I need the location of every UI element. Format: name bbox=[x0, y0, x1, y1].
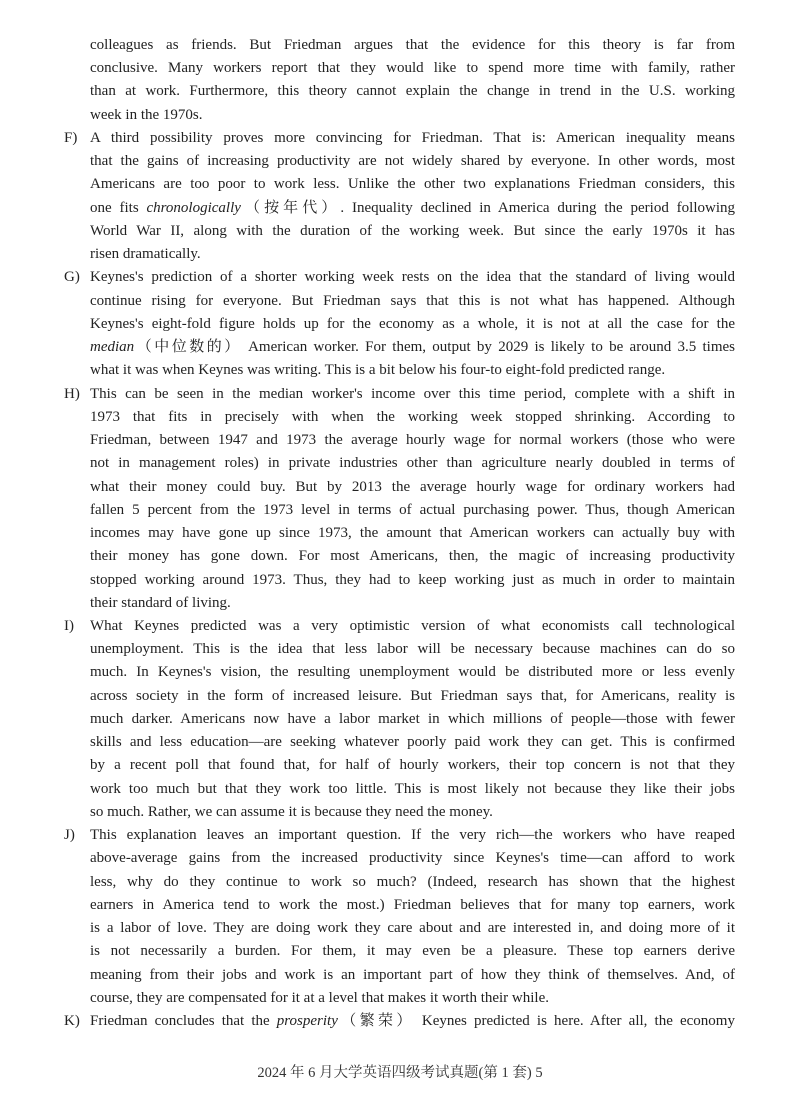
text-line: World War II, along with the duration of the working week. But since the early 1970s it has bbox=[90, 222, 735, 239]
text-line: much darker. Americans now have a labor market in which millions of people—those with fewer bbox=[90, 710, 735, 727]
text-line: so much. Rather, we can assume it is because they need the money. bbox=[90, 803, 493, 820]
text-line: week in the 1970s. bbox=[90, 106, 203, 123]
text-line: Keynes's eight-fold figure holds up for the economy as a whole, it is not at all the case for the bbox=[90, 315, 735, 332]
italic-term: prosperity bbox=[276, 1013, 338, 1030]
page-footer: 2024 年 6 月大学英语四级考试真题(第 1 套) 5 bbox=[257, 1065, 543, 1081]
text-line: earners in America tend to work the most.) Friedman believes that for many top earners, work bbox=[90, 896, 735, 913]
text-line: is a labor of love. They are doing work they care about and are interested in, and doing more of it bbox=[90, 920, 735, 937]
text-line: A third possibility proves more convincing for Friedman. That is: American inequality means bbox=[90, 129, 735, 146]
text-line: by a recent poll that found that, for half of hourly workers, their top concern is not that they bbox=[90, 757, 735, 774]
text-line bbox=[90, 197, 735, 219]
paragraph-label: G) bbox=[64, 269, 80, 286]
text-line: risen dramatically. bbox=[90, 246, 201, 263]
text-line: meaning from their jobs and work is an important part of how they think of themselves. And, of bbox=[90, 966, 735, 983]
text-segment: （按年代）. Inequality declined in America during the period following bbox=[240, 199, 735, 216]
text-line: unemployment. This is the idea that less labor will be necessary because machines can do so bbox=[90, 641, 735, 658]
paragraph-label: F) bbox=[64, 129, 78, 146]
text-line: their money has gone down. For most Americans, then, the magic of increasing productivity bbox=[90, 548, 735, 565]
text-line bbox=[90, 1010, 735, 1032]
text-line: conclusive. Many workers report that they would like to spend more time with family, rather bbox=[90, 60, 735, 77]
text-line: much. In Keynes's vision, the resulting unemployment would be distributed more or less evenly bbox=[90, 664, 735, 681]
text-segment: Friedman concludes that the bbox=[90, 1013, 277, 1030]
text-segment: （中位数的） American worker. For them, output by 2029 is likely to be around 3.5 times bbox=[134, 339, 735, 356]
text-line: What Keynes predicted was a very optimistic version of what economists call technological bbox=[90, 618, 735, 634]
text-line: Friedman, between 1947 and 1973 the average hourly wage for normal workers (those who were bbox=[90, 432, 735, 449]
text-line: This can be seen in the median worker's income over this time period, complete with a shift in bbox=[90, 385, 735, 402]
italic-term: median bbox=[90, 339, 135, 356]
text-line: work too much but that they work too little. This is most likely not because they like their jobs bbox=[90, 780, 735, 797]
text-line: Keynes's prediction of a shorter working week rests on the idea that the standard of living would bbox=[90, 269, 735, 286]
text-line: above-average gains from the increased productivity since Keynes's time—can afford to work bbox=[90, 850, 735, 867]
text-line: across society in the form of increased leisure. But Friedman says that, for Americans, reality is bbox=[90, 687, 735, 704]
text-line: skills and less education—are seeking whatever poorly paid work they can get. This is confirmed bbox=[90, 734, 735, 751]
text-line: is not necessarily a burden. For them, it may even be a pleasure. These top earners derive bbox=[90, 943, 735, 960]
text-line: 1973 that fits in precisely with when the working week stopped shrinking. According to bbox=[90, 408, 735, 425]
text-line: their standard of living. bbox=[90, 594, 231, 611]
text-line: that the gains of increasing productivity are not widely shared by everyone. In other words, most bbox=[90, 153, 735, 170]
italic-term: chronologically bbox=[146, 199, 241, 216]
paragraph-label: J) bbox=[64, 827, 75, 844]
text-line bbox=[90, 336, 735, 358]
text-line: continue rising for everyone. But Friedman says that this is not what has happened. Although bbox=[90, 292, 735, 309]
text-line: Americans are too poor to work less. Unlike the other two explanations Friedman considers, this bbox=[90, 176, 735, 193]
text-line: incomes may have gone up since 1973, the amount that American workers can actually buy with bbox=[90, 525, 735, 542]
text-line: course, they are compensated for it at a level that makes it worth their while. bbox=[90, 989, 550, 1006]
paragraph-label: K) bbox=[64, 1013, 80, 1030]
text-line: colleagues as friends. But Friedman argues that the evidence for this theory is far from bbox=[90, 37, 735, 53]
text-line: less, why do they continue to work so much? (Indeed, research has shown that the highest bbox=[90, 873, 735, 890]
text-line: what it was when Keynes was writing. This is a bit below his four-to eight-fold predicted range. bbox=[90, 362, 666, 379]
text-line: This explanation leaves an important question. If the very rich—the workers who have reaped bbox=[90, 827, 735, 844]
text-line: stopped working around 1973. Thus, they had to keep working just as much in order to maintain bbox=[90, 571, 735, 588]
text-line: than at work. Furthermore, this theory cannot explain the change in trend in the U.S. working bbox=[90, 83, 735, 100]
text-segment: （繁荣） Keynes predicted is here. After all, the economy bbox=[337, 1013, 735, 1030]
text-line: not in management roles) in private industries other than agriculture nearly doubled in terms of bbox=[90, 455, 735, 472]
text-line: fallen 5 percent from the 1973 level in terms of actual purchasing power. Thus, though American bbox=[90, 501, 735, 518]
paragraph-label: I) bbox=[64, 618, 74, 634]
paragraph-label: H) bbox=[64, 385, 80, 402]
text-segment: one fits bbox=[90, 199, 147, 216]
text-line: what their money could buy. But by 2013 the average hourly wage for ordinary workers had bbox=[90, 478, 735, 495]
